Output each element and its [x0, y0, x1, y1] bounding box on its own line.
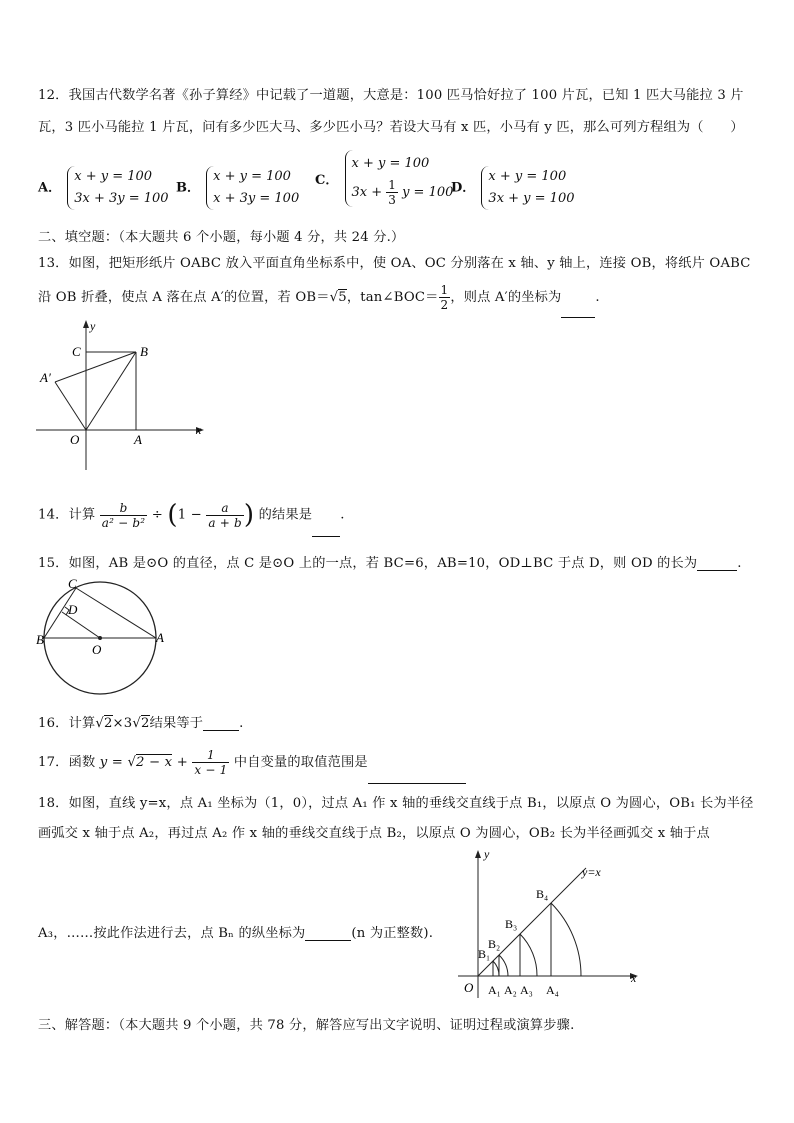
- label-c: C: [72, 344, 81, 359]
- option-d: D． x + y = 100 3x + y = 100: [451, 166, 575, 210]
- q16-line: 16．计算√2×3√2结果等于 .: [38, 716, 244, 731]
- label-o: O: [464, 980, 474, 995]
- label-a4: A₄: [546, 983, 559, 997]
- segment-o-a-prime: [55, 382, 86, 430]
- label-a2: A₂: [504, 983, 517, 997]
- segment-a-prime-b: [55, 352, 136, 382]
- q18-line1: 18．如图，直线 y=x，点 A₁ 坐标为（1，0），过点 A₁ 作 x 轴的垂线交直线于点 B₁，以原点 O 为圆心，OB₁ 长为半径: [38, 796, 754, 811]
- q12-line2: 瓦，3 匹小马能拉 1 片瓦，问有多少匹大马、多少匹小马？若设大马有 x 匹，小马有 y 匹，那么可列方程组为（ ）: [38, 120, 744, 135]
- label-b: B: [140, 344, 148, 359]
- equation-system-c: x + y = 100 3x + $\frac{1}{3}$ y = 100: [345, 150, 454, 207]
- answer-blank-18[interactable]: [305, 924, 351, 941]
- q13-line1: 13．如图，把矩形纸片 OABC 放入平面直角坐标系中，使 OA、OC 分别落在 x 轴、y 轴上，连接 OB，将纸片 OABC: [38, 256, 751, 271]
- fraction-one-half: $\frac{1}{2}$: [440, 283, 449, 312]
- label-b2: B₂: [488, 937, 501, 951]
- figure-q13: [36, 318, 208, 474]
- equation-system-d: x + y = 100 3x + y = 100: [481, 166, 574, 210]
- label-b: B: [36, 632, 44, 647]
- label-b4: B₄: [536, 887, 549, 901]
- equation-system-a: x + y = 100 3x + 3y = 100: [67, 166, 168, 210]
- fraction-one-third: $\frac{1}{3}$: [388, 178, 396, 207]
- label-a-prime: A′: [40, 370, 51, 385]
- label-y: y: [90, 319, 96, 333]
- center-point: [98, 636, 102, 640]
- label-o: O: [92, 642, 102, 657]
- answer-blank-15[interactable]: [697, 554, 737, 571]
- label-x: x: [196, 423, 202, 437]
- label-a: A: [156, 630, 164, 645]
- fraction-1-over-x-minus-1: $\frac{1}{x - 1}$: [194, 748, 228, 777]
- label-c: C: [68, 576, 77, 591]
- answer-blank-14[interactable]: [312, 516, 340, 537]
- q15-line: 15．如图，AB 是⊙O 的直径，点 C 是⊙O 上的一点，若 BC=6，AB=10，OD⊥BC 于点 D，则 OD 的长为 .: [38, 556, 742, 571]
- arc-4: [551, 903, 581, 976]
- answer-blank-16[interactable]: [203, 714, 239, 731]
- label-b1: B₁: [478, 947, 491, 961]
- q18-line3: A₃，……按此作法进行去，点 Bₙ 的纵坐标为 (n 为正整数).: [38, 926, 434, 941]
- option-a: A． x + y = 100 3x + 3y = 100: [38, 166, 169, 210]
- answer-blank-17[interactable]: [368, 761, 466, 784]
- arc-2: [499, 955, 508, 976]
- label-y: y: [484, 847, 490, 861]
- answer-blank-13[interactable]: [561, 297, 595, 318]
- fraction-a-over-a-plus-b: $\frac{a}{a + b}$: [208, 500, 242, 530]
- label-line: y=x: [582, 865, 601, 879]
- chord-ca: [76, 588, 156, 638]
- fraction-b-over-a2-b2: $\frac{b}{\text{a² − b²}}$: [101, 500, 146, 530]
- label-a1: A₁: [488, 983, 501, 997]
- label-d: D: [68, 602, 78, 617]
- section-2-heading: 二、填空题：（本大题共 6 个小题，每小题 4 分，共 24 分.）: [38, 230, 405, 245]
- label-a: A: [134, 432, 142, 447]
- equation-system-b: x + y = 100 x + 3y = 100: [206, 166, 299, 210]
- label-a3: A₃: [520, 983, 533, 997]
- q18-line2: 画弧交 x 轴于点 A₂，再过点 A₂ 作 x 轴的垂线交直线于点 B₂，以原点 O 为圆心，OB₂ 长为半径画弧交 x 轴于点: [38, 826, 710, 841]
- sqrt-sign: √: [329, 290, 339, 305]
- label-b3: B₃: [505, 917, 518, 931]
- option-b: B． x + y = 100 x + 3y = 100: [176, 166, 299, 210]
- arc-1: [493, 961, 499, 976]
- segment-ob: [86, 352, 136, 430]
- y-axis-arrow-icon: [475, 850, 481, 858]
- q14-line: 14．计算 $\frac{b}{\text{a² − b²}}$ ÷ (1 − $\frac{a}{a + b}$ ) 的结果是 .: [38, 494, 345, 536]
- q13-line2: 沿 OB 折叠，使点 A 落在点 A′的位置，若 OB＝√5，tan∠BOC＝ $\frac{1}{2}$ ，则点 A′的坐标为 .: [38, 278, 600, 318]
- y-axis-arrow-icon: [83, 320, 89, 328]
- label-x: x: [631, 971, 637, 985]
- figure-q18: [450, 846, 646, 1002]
- option-c: C． x + y = 100 3x + $\frac{1}{3}$ y = 100: [315, 150, 453, 207]
- arc-3: [520, 934, 537, 976]
- q17-line: 17．函数 y = √2 − x + $\frac{1}{x - 1}$ 中自变量的取值范围是: [38, 742, 466, 784]
- q12-options: [38, 148, 758, 210]
- figure-q15: [36, 576, 166, 698]
- line-y-equals-x: [478, 868, 586, 976]
- label-o: O: [70, 432, 80, 447]
- q12-line1: 12．我国古代数学名著《孙子算经》中记载了一道题，大意是：100 匹马恰好拉了 100 片瓦，已知 1 匹大马能拉 3 片: [38, 88, 744, 103]
- section-3-heading: 三、解答题：（本大题共 9 个小题，共 78 分，解答应写出文字说明、证明过程或演算步骤.: [38, 1018, 575, 1033]
